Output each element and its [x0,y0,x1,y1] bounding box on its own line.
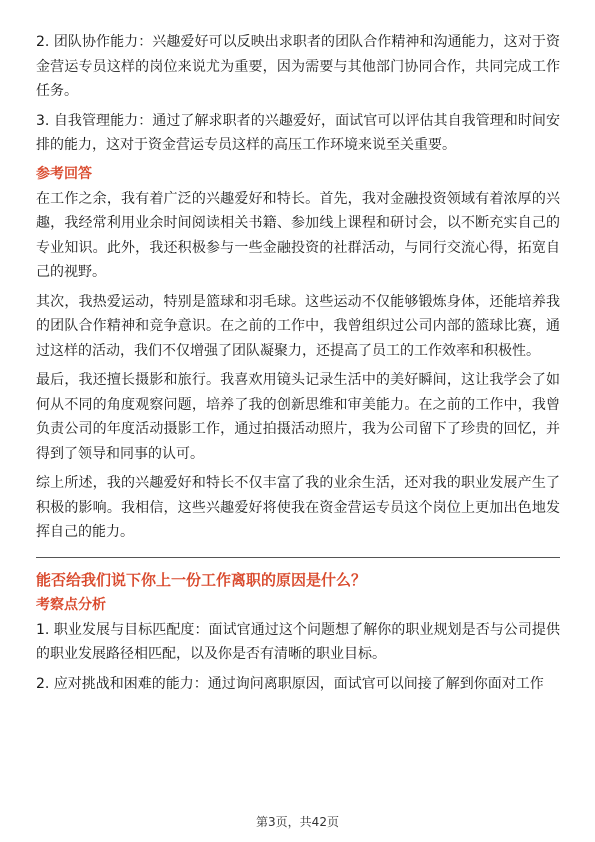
answer-paragraph-summary: 综上所述，我的兴趣爱好和特长不仅丰富了我的业余生活，还对我的职业发展产生了积极的影响。我相信，这些兴趣爱好将使我在资金营运专员这个岗位上更加出色地发挥自己的能力。 [36,475,560,540]
point-challenge-handling: 2. 应对挑战和困难的能力：通过询问离职原因，面试官可以间接了解到你面对工作 [36,675,544,692]
document-page [36,30,560,701]
answer-paragraph-sports: 其次，我热爱运动，特别是篮球和羽毛球。这些运动不仅能够锻炼身体，还能培养我的团队合作精神和竞争意识。在之前的工作中，我曾组织过公司内部的篮球比赛，通过这样的活动，我们不仅增强了团队凝聚力，还提高了员工的工作效率和积极性。 [36,293,560,359]
answer-paragraph-interests: 在工作之余，我有着广泛的兴趣爱好和特长。首先，我对金融投资领域有着浓厚的兴趣，我经常利用业余时间阅读相关书籍、参加线上课程和研讨会，以不断充实自己的专业知识。此外，我还积极参与一些金融投资的社群活动，与同行交流心得，拓宽自己的视野。 [36,190,560,280]
reference-answer-heading: 参考回答 [36,165,92,182]
point-teamwork: 2. 团队协作能力：兴趣爱好可以反映出求职者的团队合作精神和沟通能力，这对于资金营运专员这样的岗位来说尤为重要，因为需要与其他部门协同合作，共同完成工作任务。 [36,34,560,99]
analysis-heading: 考察点分析 [36,596,106,613]
question-title: 能否给我们说下你上一份工作离职的原因是什么？ [36,570,367,589]
page-number: 第3页，共42页 [256,815,339,829]
section-divider [36,557,560,558]
point-self-management: 3. 自我管理能力：通过了解求职者的兴趣爱好，面试官可以评估其自我管理和时间安排的能力，这对于资金营运专员这样的高压工作环境来说至关重要。 [36,112,560,153]
answer-paragraph-photography: 最后，我还擅长摄影和旅行。我喜欢用镜头记录生活中的美好瞬间，这让我学会了如何从不同的角度观察问题，培养了我的创新思维和审美能力。在之前的工作中，我曾负责公司的年度活动摄影工作，通过拍摄活动照片，我为公司留下了珍贵的回忆，并得到了领导和同事的认可。 [36,372,560,462]
point-career-match: 1. 职业发展与目标匹配度：面试官通过这个问题想了解你的职业规划是否与公司提供的职业发展路径相匹配，以及你是否有清晰的职业目标。 [36,621,560,662]
